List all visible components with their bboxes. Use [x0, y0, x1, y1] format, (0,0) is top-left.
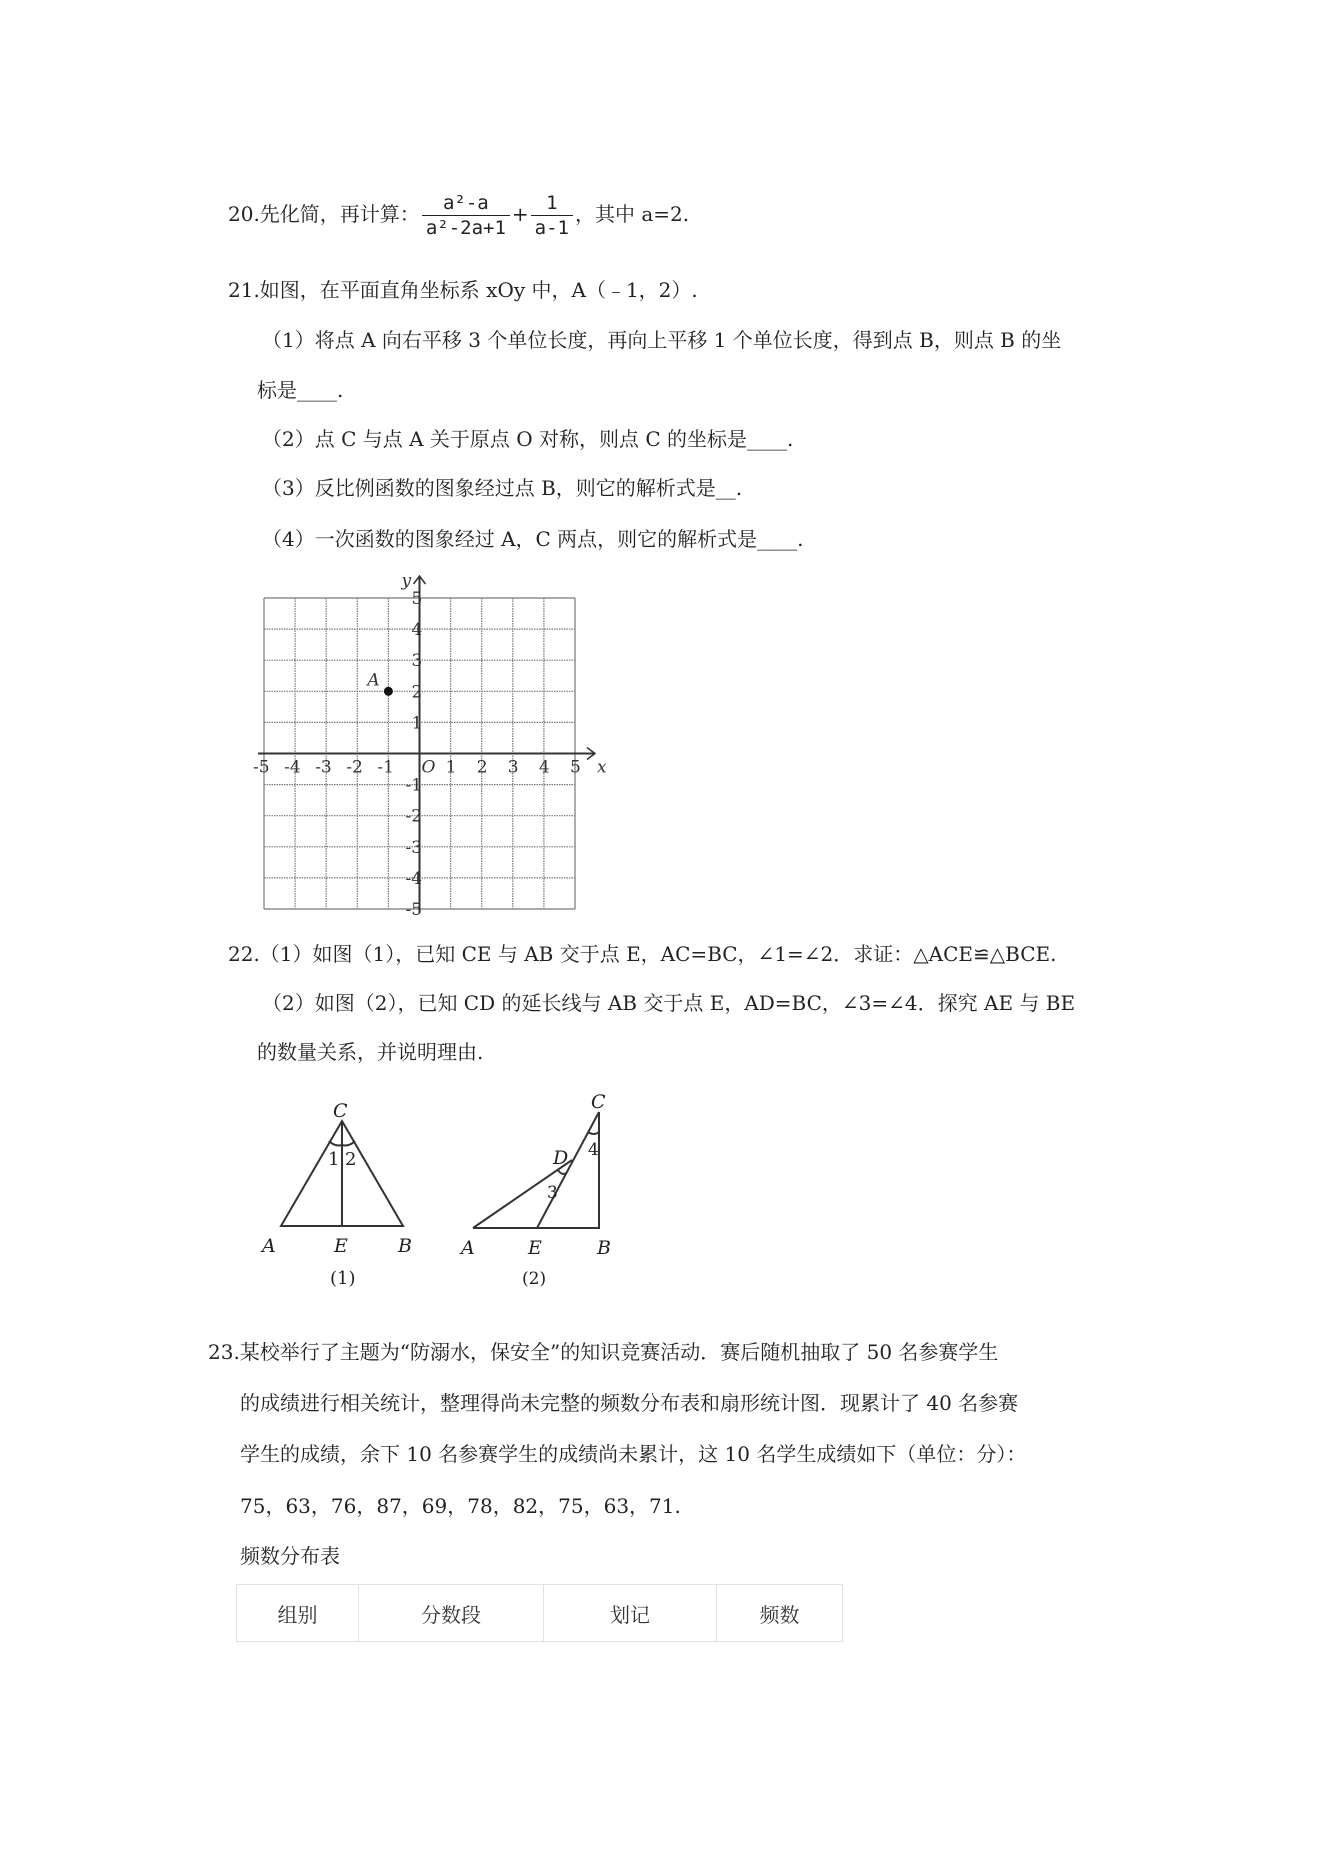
q20-prefix: 20.先化简，再计算：	[228, 202, 420, 226]
y-tick-label: -1	[405, 775, 423, 796]
table-header-row	[237, 1585, 843, 1642]
plus-sign: +	[511, 202, 529, 226]
figure-1-lines	[281, 1121, 403, 1226]
fig1-label-c: C	[333, 1100, 348, 1122]
q22-part2-cont: 的数量关系，并说明理由.	[257, 1040, 484, 1064]
q21-part3: （3）反比例函数的图象经过点 B，则它的解析式是__.	[262, 476, 743, 500]
fig2-angle-3: 3	[547, 1183, 558, 1203]
fig2-label-d: D	[553, 1147, 569, 1169]
fig1-angle-1: 1	[328, 1149, 340, 1170]
x-tick-label: -2	[346, 757, 363, 778]
q23-line1: 23.某校举行了主题为“防溺水，保安全”的知识竞赛活动．赛后随机抽取了 50 名参赛学生	[208, 1340, 999, 1364]
x-tick-label: 4	[538, 757, 550, 778]
q22-part1: 22.（1）如图（1），已知 CE 与 AB 交于点 E，AC=BC，∠1=∠2．求证：△ACE≌△BCE.	[228, 942, 1057, 966]
fig2-label-a: A	[461, 1237, 475, 1259]
table-title: 频数分布表	[240, 1544, 340, 1568]
fig2-label-c: C	[591, 1091, 606, 1113]
angle-4-arc	[588, 1132, 599, 1134]
q22-part2: （2）如图（2），已知 CD 的延长线与 AB 交于点 E，AD=BC，∠3=∠4．探究 AE 与 BE	[262, 991, 1076, 1015]
q21-stem: 21.如图，在平面直角坐标系 xOy 中，A（﹣1，2）.	[228, 278, 698, 302]
header-tally: 划记	[544, 1585, 717, 1642]
figure-2-lines	[473, 1112, 599, 1228]
x-tick-label: -3	[315, 757, 332, 778]
y-tick-label: 2	[411, 682, 423, 703]
q21-part1-cont: 标是____.	[257, 378, 344, 402]
point-a-label: A	[367, 670, 380, 691]
angle-3-arc	[558, 1170, 566, 1174]
frequency-table	[236, 1584, 843, 1642]
q23-line2: 的成绩进行相关统计，整理得尚未完整的频数分布表和扇形统计图．现累计了 40 名参赛	[240, 1391, 1019, 1415]
header-score-range: 分数段	[359, 1585, 544, 1642]
y-tick-label: 5	[411, 589, 423, 609]
fig2-caption: (2)	[522, 1269, 547, 1289]
fraction-2-numerator: 1	[531, 191, 573, 216]
fig1-label-e: E	[334, 1235, 348, 1257]
x-tick-label: -1	[377, 757, 394, 778]
angle-2-arc	[342, 1141, 355, 1146]
fig1-label-a: A	[262, 1235, 276, 1257]
x-tick-label: 1	[445, 757, 457, 778]
x-axis-label: x	[597, 757, 607, 778]
fig2-angle-4: 4	[588, 1140, 599, 1160]
fraction-2-denominator: a-1	[534, 217, 569, 239]
y-tick-label: -2	[405, 806, 423, 827]
fig1-caption: (1)	[330, 1268, 356, 1289]
header-frequency: 频数	[717, 1585, 843, 1642]
fraction-1-denominator: a²-2a+1	[425, 217, 506, 239]
header-group: 组别	[237, 1585, 359, 1642]
angle-1-arc	[329, 1141, 342, 1146]
fraction-1-numerator: a²-a	[422, 191, 510, 216]
y-tick-label: -5	[405, 900, 423, 920]
y-axis-label: y	[401, 571, 412, 591]
origin-label: O	[421, 757, 436, 778]
x-tick-label: 3	[507, 757, 519, 778]
y-tick-label: 4	[411, 620, 423, 641]
q21-part4: （4）一次函数的图象经过 A，C 两点，则它的解析式是____.	[262, 527, 804, 551]
q21-part2: （2）点 C 与点 A 关于原点 O 对称，则点 C 的坐标是____.	[262, 427, 794, 451]
x-tick-label: -5	[253, 757, 270, 778]
q21-part1: （1）将点 A 向右平移 3 个单位长度，再向上平移 1 个单位长度，得到点 B，则点 B 的坐	[262, 328, 1062, 352]
y-tick-label: 1	[411, 713, 423, 734]
figure-2	[473, 1112, 599, 1228]
q20-suffix: ，其中 a=2.	[574, 202, 690, 226]
fig2-label-b: B	[597, 1237, 611, 1259]
q23-line3: 学生的成绩，余下 10 名参赛学生的成绩尚未累计，这 10 名学生成绩如下（单位：分）：	[240, 1442, 1027, 1466]
x-tick-label: -4	[284, 757, 301, 778]
figure-1	[281, 1121, 403, 1226]
y-tick-label: -3	[405, 837, 423, 858]
q23-scores: 75，63，76，87，69，78，82，75，63，71.	[240, 1494, 681, 1518]
y-tick-label: 3	[411, 651, 423, 672]
fig2-label-e: E	[528, 1237, 542, 1259]
x-tick-label: 2	[476, 757, 488, 778]
fig1-angle-2: 2	[345, 1149, 357, 1170]
fig1-label-b: B	[398, 1235, 412, 1257]
x-tick-label: 5	[570, 757, 581, 778]
y-tick-label: -4	[405, 868, 423, 889]
